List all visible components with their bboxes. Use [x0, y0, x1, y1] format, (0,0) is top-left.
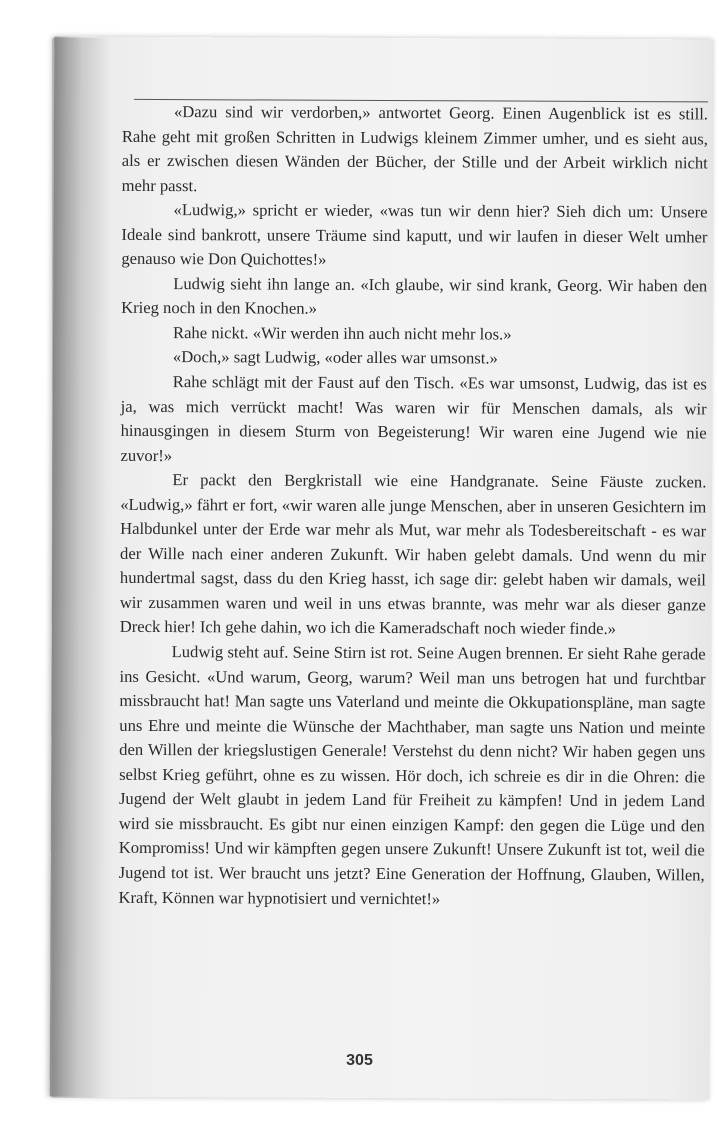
paragraph: Ludwig steht auf. Seine Stirn ist rot. Seine Augen brennen. Er sieht Rahe gerade ins Gesicht. «Und warum, Georg, warum? Weil man uns betrogen hat und furchtbar missbraucht hat! Man sagte uns Vaterland und meinte die Okkupationspläne, man sagte uns Ehre und meinte die Wünsche der Machthaber, man sagte uns Nation und meinte den Willen der kriegslustigen Generale! Verstehst du denn nicht? Wir haben gegen uns selbst Krieg geführt, ohne es zu wissen. Hör doch, ich schreie es dir in die Ohren: die Jugend der Welt glaubt in jedem Land für Freiheit zu kämpfen! Und in jedem Land wird sie missbraucht. Es gibt nur einen einzigen Kampf: den gegen die Lüge und den Kompromiss! Und wir kämpften gegen unsere Zukunft! Unsere Zukunft ist tot, weil die Jugend tot ist. Wer braucht uns jetzt? Eine Generation der Hoffnung, Glauben, Willen, Kraft, Können war hypnotisiert und vernichtet!»: [118, 642, 706, 908]
paragraph: «Doch,» sagt Ludwig, «oder alles war umsonst.»: [172, 347, 498, 368]
body-text: [119, 100, 709, 913]
paragraph: Ludwig sieht ihn lange an. «Ich glaube, wir sind krank, Georg. Wir haben den Krieg noch in den Knochen.»: [121, 273, 708, 319]
book-page: [50, 37, 715, 1100]
paragraph: «Dazu sind wir verdorben,» antwortet Georg. Einen Augenblick ist es still. Rahe geht mit großen Schritten in Ludwigs kleinem Zimmer umher, und es sieht aus, als er zwischen diesen Wänden der Bücher, der Stille und der Arbeit wirklich nicht mehr passt.: [121, 102, 709, 195]
page-number: 305: [346, 1052, 373, 1069]
paragraph: Er packt den Bergkristall wie eine Handgranate. Seine Fäuste zucken. «Ludwig,» fährt er fort, «wir waren alle junge Menschen, aber in unseren Gesichtern im Halbdunkel unter der Erde war mehr als Mut, war mehr als Todesbereitschaft - es war der Wille nach einer anderen Zukunft. Wir haben gelebt damals. Und wenn du mir hundertmal sagst, dass du den Krieg hasst, ich sage dir: gelebt haben wir damals, weil wir zusammen waren und weil in uns etwas brannte, was mehr war als dieser ganze Dreck hier! Ich gehe dahin, wo ich die Kameradschaft noch wieder finde.»: [119, 470, 707, 639]
paragraph: Rahe nickt. «Wir werden ihn auch nicht mehr los.»: [172, 323, 512, 344]
paragraph: Rahe schlägt mit der Faust auf den Tisch. «Es war umsonst, Ludwig, das ist es ja, was mich verrückt macht! Was waren wir für Menschen damals, als wir hinausgingen in diesem Sturm von Begeisterung! Wir waren eine Jugend wie nie zuvor!»: [120, 372, 707, 465]
paragraph: «Ludwig,» spricht er wieder, «was tun wir denn hier? Sieh dich um: Unsere Ideale sind bankrott, unsere Träume sind kaputt, und wir laufen in dieser Welt umher genauso wie Don Quichottes!»: [121, 200, 708, 270]
